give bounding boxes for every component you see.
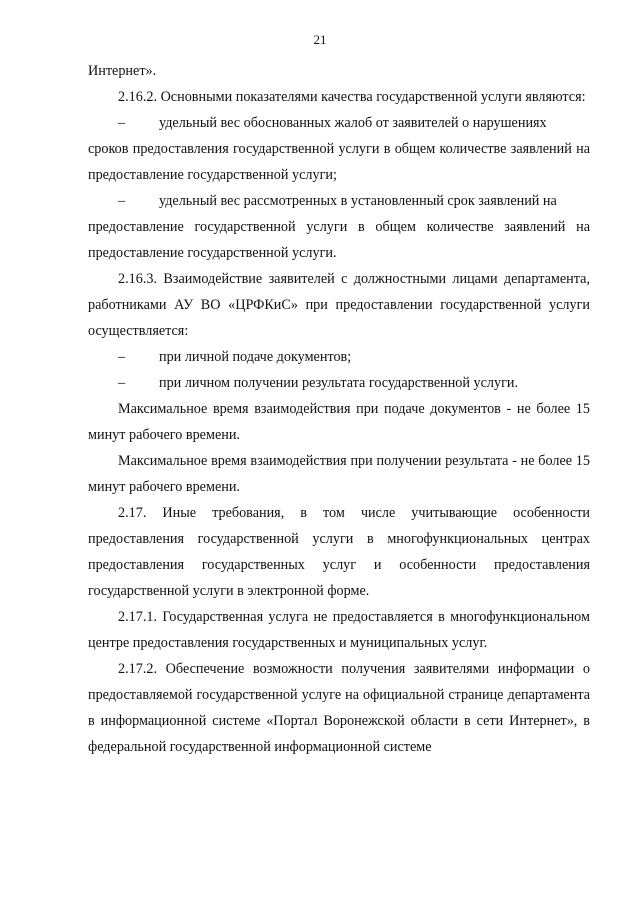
paragraph: 2.16.3. Взаимодействие заявителей с должностными лицами департамента, работниками АУ ВО «ЦРФКиС» при предоставлении государственной услуги осуществляется: <box>88 271 590 339</box>
list-item <box>88 188 590 214</box>
list-item-text: при личном получении результата государственной услуги. <box>159 375 519 391</box>
paragraph: сроков предоставления государственной услуги в общем количестве заявлений на предоставление государственной услуги; <box>88 141 590 183</box>
paragraph: 2.17.1. Государственная услуга не предоставляется в многофункциональном центре предоставления государственных и муниципальных услуг. <box>88 609 590 651</box>
paragraph: предоставление государственной услуги в общем количестве заявлений на предоставление государственной услуги. <box>88 219 590 261</box>
paragraph: 2.16.2. Основными показателями качества государственной услуги являются: <box>118 89 586 105</box>
paragraph: Интернет». <box>88 63 157 79</box>
list-item <box>88 370 590 396</box>
dash-marker: – <box>118 375 126 391</box>
list-item <box>88 110 590 136</box>
list-item-text: удельный вес обоснованных жалоб от заявителей о нарушениях <box>159 115 547 131</box>
dash-marker: – <box>118 349 126 365</box>
list-item-text: удельный вес рассмотренных в установленный срок заявлений на <box>159 193 557 209</box>
paragraph: 2.17.2. Обеспечение возможности получения заявителями информации о предоставляемой государственной услуге на официальной странице департамента в информационной системе «Портал Воронежской области в сети Интернет», в федеральной государственной информационной системе <box>88 661 590 755</box>
dash-marker: – <box>118 115 126 131</box>
list-item-text: при личной подаче документов; <box>159 349 352 365</box>
page-number: 21 <box>313 32 327 47</box>
list-item <box>88 344 590 370</box>
paragraph: Максимальное время взаимодействия при получении результата - не более 15 минут рабочего времени. <box>88 453 590 495</box>
paragraph: 2.17. Иные требования, в том числе учитывающие особенности предоставления государственной услуги в многофункциональных центрах предоставления государственных услуг и особенности предоставления государственной услуги в электронной форме. <box>88 505 590 599</box>
dash-marker: – <box>118 193 126 209</box>
document-body <box>88 58 590 760</box>
paragraph: Максимальное время взаимодействия при подаче документов - не более 15 минут рабочего времени. <box>88 401 590 443</box>
